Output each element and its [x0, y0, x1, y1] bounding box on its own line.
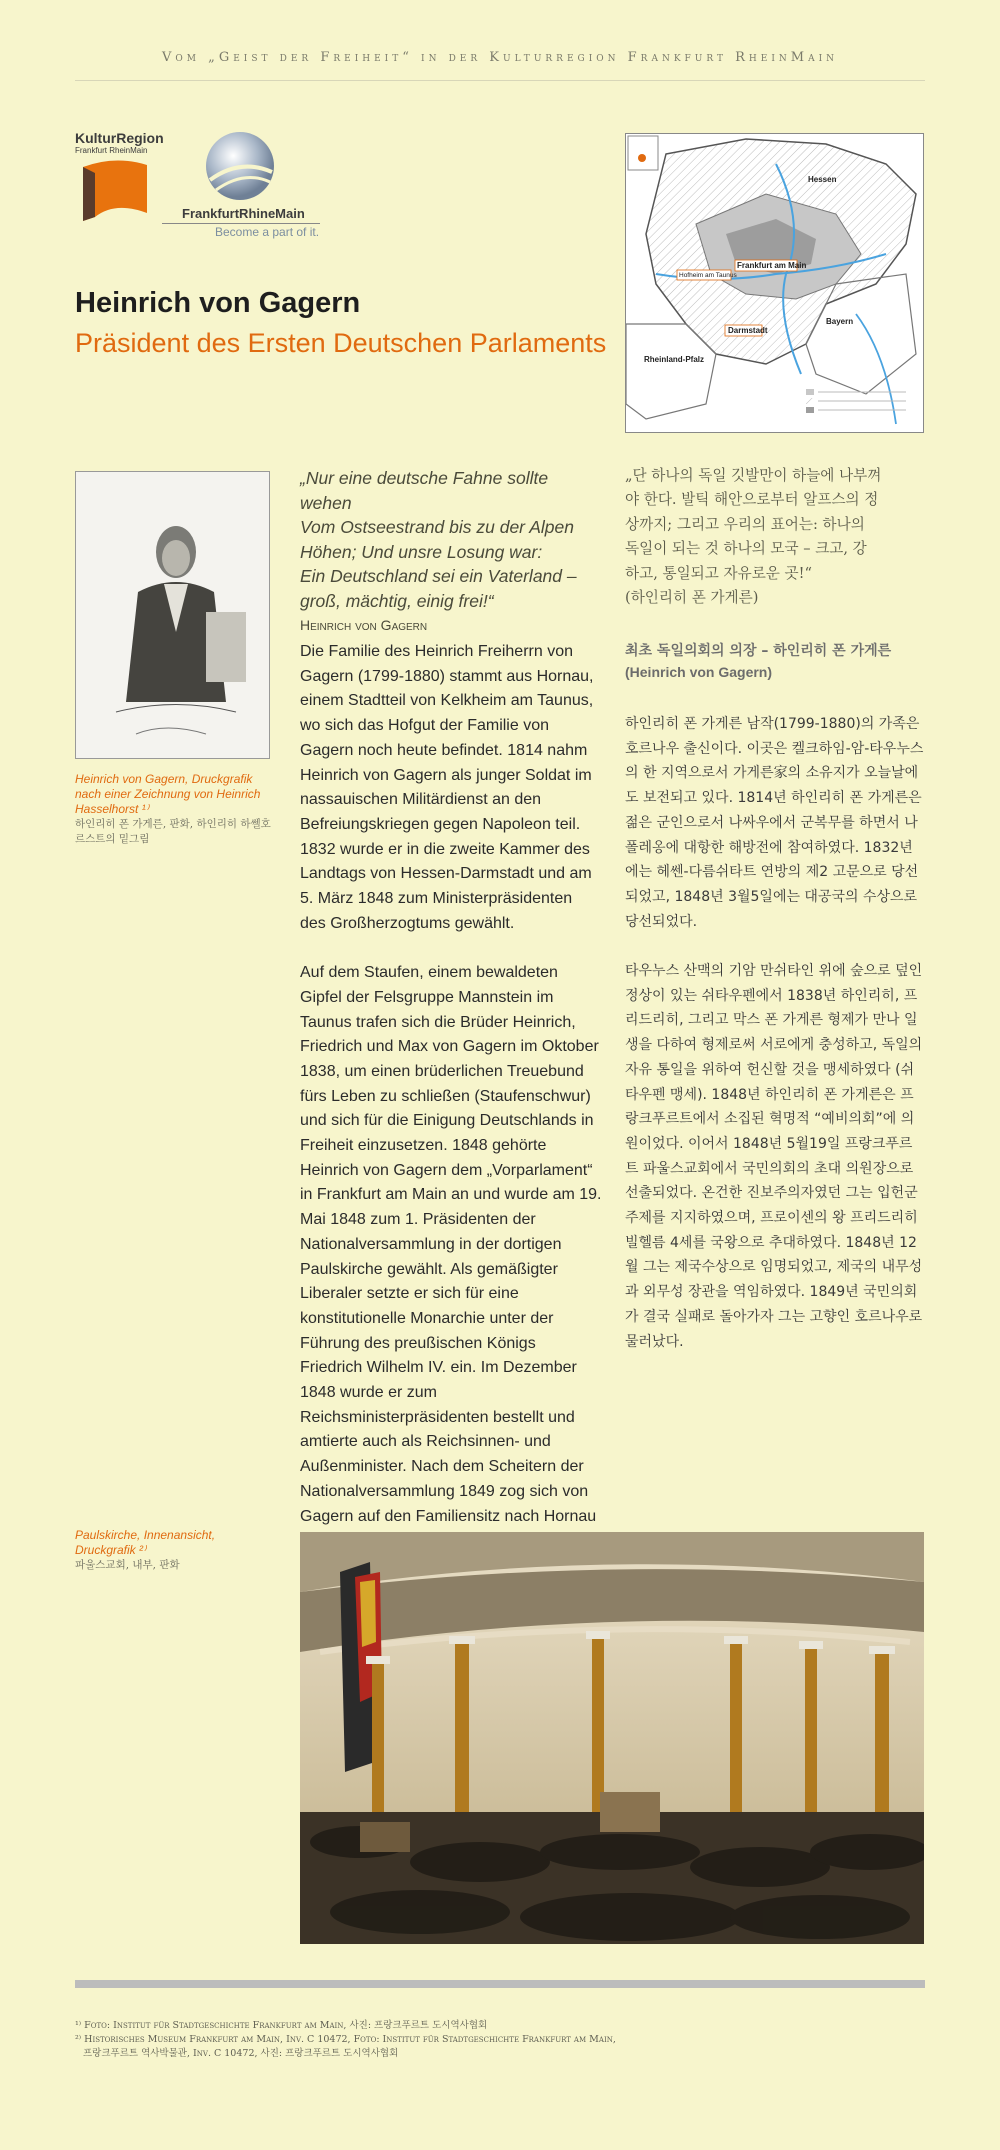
header-divider — [75, 80, 925, 81]
paragraph-ko: 타우누스 산맥의 기암 만쉬타인 위에 숲으로 덮인 정상이 있는 쉬타우펜에서 1838년 하인리히, 프리드리히, 그리고 막스 폰 가게른 형제가 만나 일생을 다하여 형제로써 서로에게 충성하고, 독일의 자유 통일을 위하여 헌신할 것을 맹세하였다 (쉬타우펜 맹세). 1848년 하인리히 폰 가게른은 프랑크푸르트에서 소집된 혁명적 “예비의회”에 의원이었다. 이어서 1848년 5월19일 프랑크푸르트 파울스교회에서 국민의회의 초대 의원장으로 선출되었다. 온건한 진보주의자였던 그는 입헌군주제를 지지하였으며, 프로이센의 왕 프리드리히 빌헬름 4세를 국왕으로 추대하였다. 1848년 12월 그는 제국수상으로 임명되었고, 제국의 내무성과 외무성 장관을 역임하였다. 1849년 국민의회가 결국 실패로 돌아가자 그는 고향인 호르나우로 물러났다. — [625, 963, 923, 1350]
quote-de-line: Vom Ostseestrand bis zu der Alpen — [300, 517, 574, 537]
quote-de-line: groß, mächtig, einig frei!“ — [300, 590, 494, 611]
quote-ko — [625, 464, 925, 610]
paragraph-de: Auf dem Staufen, einem bewaldeten Gipfel der Felsgruppe Mannstein im Taunus trafen sich die Brüder Heinrich, Friedrich und Max von Gagern im Oktober 1838, um einen brüderlichen Treuebund fürs Leben zu schließen (Staufenschwur) und sich für die Einigung Deutschlands in Freiheit einzusetzen. 1848 gehörte Heinrich von Gagern dem „Vorparlament“ in Frankfurt am Main an und wurde am 19. Mai 1848 zum 1. Präsidenten der Nationalversammlung in der dortigen Paulskirche gewählt. Als gemäßigter Liberaler setzte er sich für eine konstitutionelle Monarchie unter der Führung des preußischen Königs Friedrich Wilhelm IV. ein. Im Dezember 1848 wurde er zum Reichsministerpräsidenten bestellt und amtierte auch als Reichsinnen- und Außenminister. Nach dem Scheitern der Nationalversammlung 1849 zog sich von Gagern auf den Familiensitz nach Hornau — [300, 964, 602, 1525]
quote-ko-line: 하고, 통일되고 자유로운 곳!“ — [625, 564, 812, 582]
portrait-image — [75, 471, 270, 759]
map-label-hofheim: Hofheim am Taunus — [679, 272, 737, 279]
quote-ko-line: 독일이 되는 것 하나의 모국 – 크고, 강 — [625, 540, 867, 558]
map-label-bayern: Bayern — [826, 317, 854, 326]
quote-ko-source: (하인리히 폰 가게른) — [625, 589, 759, 607]
footnote: ¹⁾ Foto: Institut für Stadtgeschichte Frankfurt am Main, 사진: 프랑크푸르트 도시역사협회 — [75, 2020, 488, 2031]
quote-de — [300, 466, 602, 638]
map-label-hessen: Hessen — [808, 175, 837, 184]
heading-ko-sub: (Heinrich von Gagern) — [625, 664, 773, 680]
quote-ko-line: 상까지; 그리고 우리의 표어는: 하나의 — [625, 515, 865, 533]
footnotes — [75, 2019, 925, 2061]
quote-ko-line: „단 하나의 독일 깃발만이 하늘에 나부껴 — [625, 467, 882, 484]
painting-caption-ko: 파울스교회, 내부, 판화 — [75, 1559, 180, 1571]
heading-ko: 최초 독일의회의 의장 – 하인리히 폰 가게른 — [625, 643, 892, 659]
quote-de-line: Ein Deutschland sei ein Vaterland – — [300, 566, 577, 586]
portrait-caption-ko: 하인리히 폰 가게른, 판화, 하인리히 하쎌호르스트의 밑그림 — [75, 818, 271, 845]
kulturregion-logo-line2: Frankfurt RheinMain — [75, 146, 148, 155]
paragraph-ko: 하인리히 폰 가게른 남작(1799-1880)의 가족은 호르나우 출신이다. 이곳은 켈크하임-암-타우누스의 한 지역으로서 가게른家의 소유지가 오늘날에도 보전되고 있다. 1814년 하인리히 폰 가게른은 젊은 군인으로서 나싸우에서 군복무를 하면서 나폴레옹에 대항한 해방전에 참여하였다. 1832년에는 헤쎈-다름쉬타트 연방의 제2 고문으로 당선되었고, 1848년 3월5일에는 대공국의 수상으로 당선되었다. — [625, 716, 924, 930]
footer-divider — [75, 1980, 925, 1988]
quote-de-source: Heinrich von Gagern — [300, 617, 428, 633]
map-label-darmstadt: Darmstadt — [728, 326, 768, 335]
painting-caption — [75, 1528, 235, 1573]
kulturregion-logo-line1: KulturRegion — [75, 130, 164, 146]
quote-de-line: „Nur eine deutsche Fahne sollte wehen — [300, 468, 549, 513]
kulturregion-logo — [75, 130, 165, 240]
footnote: 프랑크푸르트 역사박물관, Inv. C 10472, 사진: 프랑크푸르트 도시역사협회 — [83, 2048, 399, 2059]
frankfurtrhinemain-logo — [160, 128, 330, 243]
body-text-de — [300, 640, 602, 1579]
page-subtitle: Präsident des Ersten Deutschen Parlaments — [75, 328, 607, 358]
frm-logo-tagline: Become a part of it. — [215, 225, 320, 239]
kulturregion-flag-icon — [75, 155, 155, 235]
footnote: ²⁾ Historisches Museum Frankfurt am Main, Inv. C 10472, Foto: Institut für Stadtgeschichte Frankfurt am Main, — [75, 2034, 616, 2045]
paragraph-de: Die Familie des Heinrich Freiherrn von Gagern (1799-1880) stammt aus Hornau, einem Stadtteil von Kelkheim am Taunus, wo sich das Hofgut der Familie von Gagern noch heute befindet. 1814 nahm Heinrich von Gagern als junger Soldat im nassauischen Militärdienst an den Befreiungskriegen gegen Napoleon teil. 1832 wurde er in die zweite Kammer des Landtags von Hessen-Darmstadt und am 5. März 1848 zum Ministerpräsidenten des Großherzogtums gewählt. — [300, 643, 594, 932]
map-label-frankfurt: Frankfurt am Main — [737, 261, 807, 270]
painting-caption-de: Paulskirche, Innenansicht, Druckgrafik ²⁾ — [75, 1528, 216, 1557]
page-title: Heinrich von Gagern — [75, 287, 361, 319]
body-text-ko — [625, 712, 925, 1379]
quote-ko-line: 야 한다. 발틱 해안으로부터 알프스의 정 — [625, 491, 879, 509]
region-map — [625, 133, 924, 433]
paulskirche-painting — [300, 1532, 924, 1944]
frm-logo-rule — [162, 223, 320, 224]
globe-icon — [160, 128, 330, 208]
header-band: Vom „Geist der Freiheit“ in der Kulturregion Frankfurt RheinMain — [161, 50, 839, 65]
portrait-caption-de: Heinrich von Gagern, Druckgrafik nach einer Zeichnung von Heinrich Hasselhorst ¹⁾ — [75, 772, 261, 816]
portrait-caption — [75, 772, 275, 847]
frm-logo-name: FrankfurtRhineMain — [182, 206, 305, 221]
quote-de-line: Höhen; Und unsre Losung war: — [300, 541, 543, 562]
map-label-rheinland-pfalz: Rheinland-Pfalz — [644, 355, 705, 364]
